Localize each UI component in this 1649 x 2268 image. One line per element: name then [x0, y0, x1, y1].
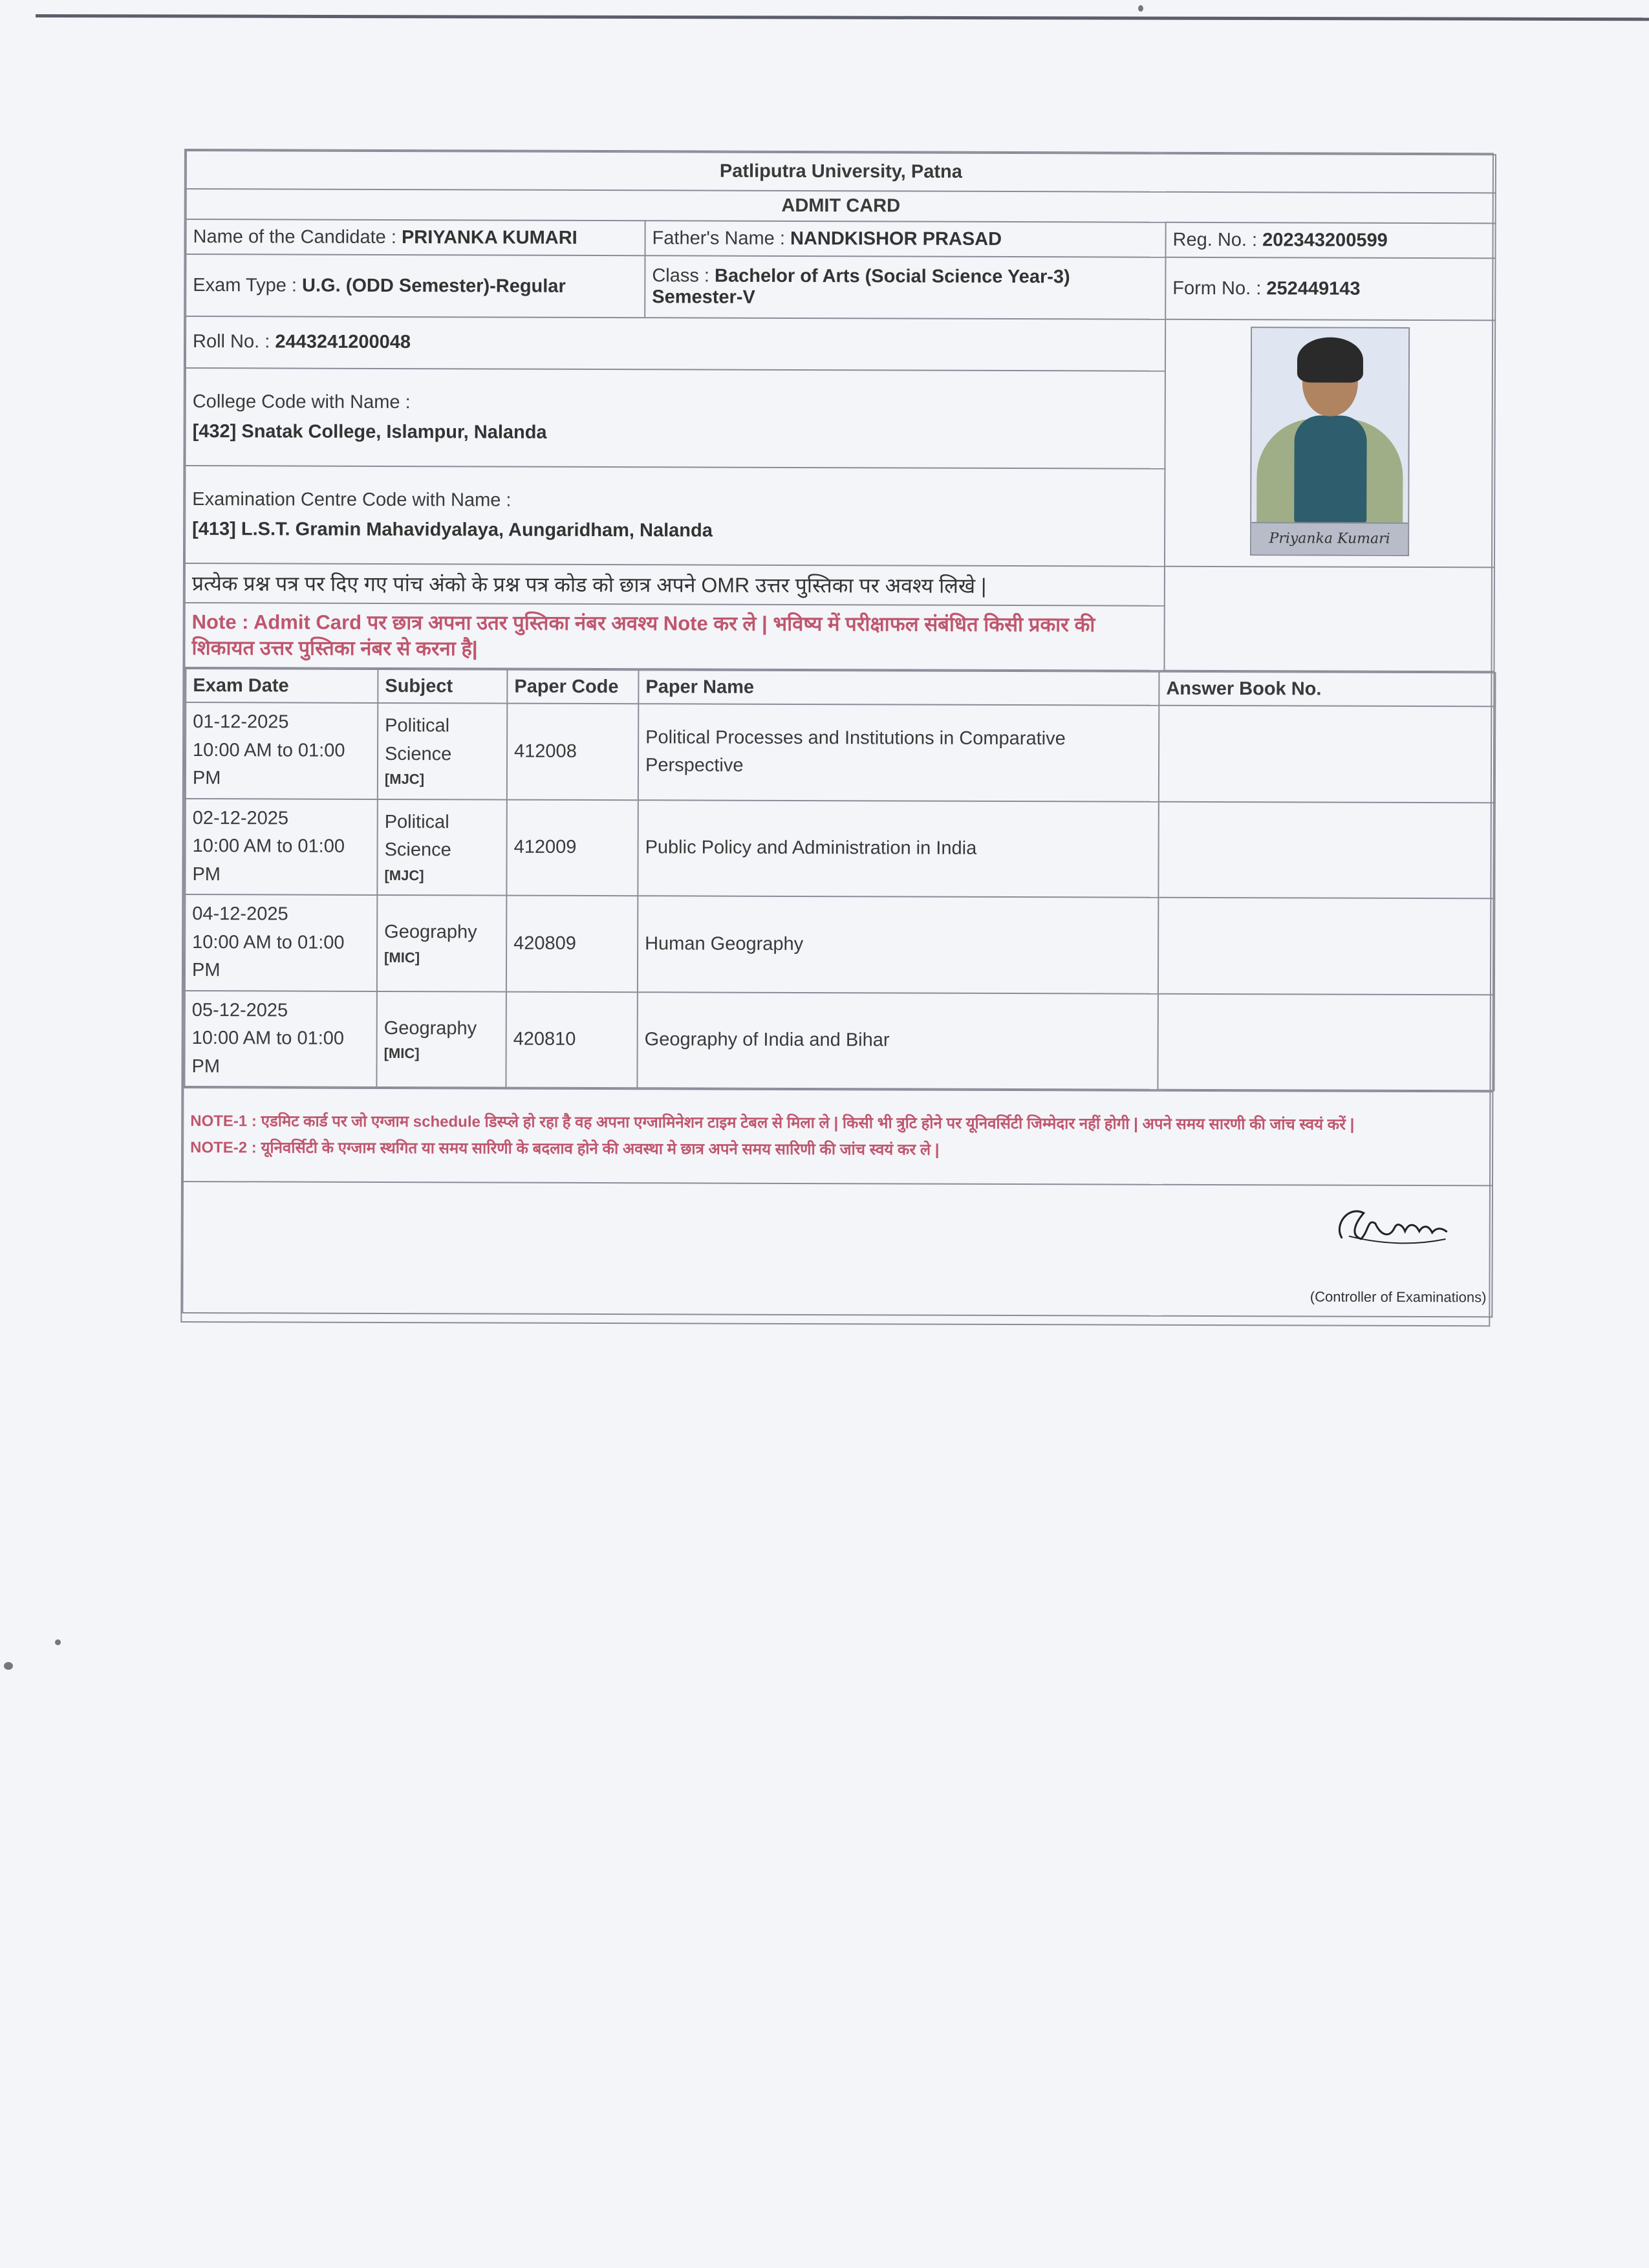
subject-name: Geography [383, 1017, 477, 1039]
father-name-field [645, 221, 1165, 257]
father-name-label: Father's Name : [652, 227, 786, 249]
form-no-label: Form No. : [1172, 277, 1262, 299]
paper-name: Political Processes and Institutions in Comparative Perspective [638, 704, 1159, 801]
table-row [184, 991, 1494, 1091]
class-label: Class : [652, 265, 710, 286]
university-title: Patliputra University, Patna [186, 151, 1496, 193]
controller-signature [1330, 1199, 1453, 1258]
signature-section [182, 1182, 1493, 1317]
exam-date-cell [186, 702, 378, 799]
class-field [645, 255, 1165, 319]
header-exam-date: Exam Date [186, 669, 378, 703]
subject-name: Political Science [384, 811, 451, 861]
header-answer-book: Answer Book No. [1159, 672, 1495, 707]
reg-no-field [1165, 222, 1495, 259]
note-2: NOTE-2 : यूनिवर्सिटी के एग्जाम स्थगित या समय सारिणी के बदलाव होने की अवस्था मे छात्र अपने समय सारिणी की जांच स्वयं कर ले | [190, 1138, 940, 1159]
father-name-value: NANDKISHOR PRASAD [790, 228, 1002, 250]
scan-speck [55, 1639, 61, 1645]
candidate-name-field [186, 219, 645, 255]
exam-date-cell [185, 894, 377, 991]
scan-speck [1138, 5, 1143, 12]
subject-name: Geography [384, 921, 477, 943]
candidate-name-label: Name of the Candidate : [193, 226, 396, 248]
exam-type-field [186, 254, 645, 318]
blank-cell [1164, 567, 1494, 672]
roll-no-field [186, 316, 1165, 371]
exam-centre-field [185, 466, 1165, 567]
exam-type-label: Exam Type : [193, 274, 297, 296]
omr-instruction: प्रत्येक प्रश्न पत्र पर दिए गए पांच अंको के प्रश्न पत्र कोड को छात्र अपने OMR उत्तर पुस्तिका पर अवश्य लिखे | [185, 563, 1165, 606]
candidate-name-value: PRIYANKA KUMARI [401, 226, 577, 248]
paper-type-tag: [MJC] [384, 771, 425, 788]
notes-section [183, 1088, 1493, 1185]
photo-cell [1165, 319, 1495, 568]
paper-type-tag: [MJC] [384, 867, 424, 883]
subject-cell [376, 991, 506, 1087]
roll-no-value: 2443241200048 [275, 331, 411, 353]
paper-name: Geography of India and Bihar [637, 992, 1158, 1090]
college-label: College Code with Name : [192, 391, 411, 413]
college-value: [432] Snatak College, Islampur, Nalanda [192, 421, 547, 444]
header-paper-code: Paper Code [507, 670, 638, 704]
exam-date: 01-12-2025 [193, 711, 289, 733]
scan-edge-line [36, 14, 1649, 21]
schedule-section [183, 667, 1494, 1092]
answer-book-note: Note : Admit Card पर छात्र अपना उतर पुस्तिका नंबर अवश्य Note कर ले | भविष्य में परीक्षाफल संबंधित किसी प्रकार की शिकायत उत्तर पुस्तिका नंबर से करना है| [184, 603, 1164, 671]
header-subject: Subject [378, 669, 507, 704]
table-row [186, 702, 1495, 803]
exam-centre-value: [413] L.S.T. Gramin Mahavidyalaya, Aungaridham, Nalanda [192, 519, 713, 542]
exam-time: 10:00 AM to 01:00 PM [192, 836, 345, 885]
roll-no-label: Roll No. : [193, 331, 270, 352]
paper-code: 420809 [506, 896, 638, 992]
form-no-field [1165, 257, 1495, 321]
exam-date-cell [185, 799, 377, 895]
candidate-photo [1250, 327, 1410, 556]
scan-speck [4, 1662, 13, 1670]
exam-date: 05-12-2025 [191, 999, 288, 1021]
form-no-value: 252449143 [1266, 277, 1361, 299]
class-value: Bachelor of Arts (Social Science Year-3) Semester-V [652, 265, 1070, 308]
paper-type-tag: [MIC] [383, 1044, 420, 1062]
subject-cell [377, 799, 506, 895]
paper-type-tag: [MIC] [384, 949, 420, 966]
paper-name: Human Geography [638, 896, 1158, 993]
reg-no-value: 202343200599 [1262, 229, 1388, 251]
admit-card [180, 149, 1494, 1326]
exam-date: 02-12-2025 [192, 807, 289, 829]
paper-code: 412008 [507, 704, 638, 800]
answer-book-no [1158, 993, 1494, 1090]
exam-time: 10:00 AM to 01:00 PM [191, 931, 345, 981]
subject-name: Political Science [385, 715, 452, 765]
candidate-photo-signature: Priyanka Kumari [1251, 522, 1408, 555]
reg-no-label: Reg. No. : [1172, 229, 1258, 250]
table-row [185, 894, 1494, 995]
answer-book-no [1159, 706, 1495, 803]
exam-time: 10:00 AM to 01:00 PM [192, 739, 345, 789]
admit-card-table [182, 150, 1496, 1317]
admit-card-title: ADMIT CARD [186, 189, 1496, 223]
exam-type-value: U.G. (ODD Semester)-Regular [302, 275, 566, 297]
note-1: NOTE-1 : एडमिट कार्ड पर जो एग्जाम schedule डिस्प्ले हो रहा है वह अपना एग्जामिनेशन टाइम टेबल से मिला ले | किसी भी त्रुटि होने पर यूनिवर्सिटी जिम्मेदार नहीं होगी | अपने समय सारणी की जांच स्वयं करें | [190, 1112, 1355, 1134]
exam-schedule-table [184, 668, 1496, 1091]
subject-cell [377, 895, 506, 991]
exam-time: 10:00 AM to 01:00 PM [191, 1028, 345, 1077]
paper-code: 420810 [506, 991, 637, 1088]
answer-book-no [1158, 898, 1494, 995]
exam-centre-label: Examination Centre Code with Name : [192, 489, 512, 511]
paper-code: 412009 [506, 799, 638, 896]
answer-book-no [1158, 801, 1494, 898]
college-field [185, 368, 1165, 469]
subject-cell [378, 703, 507, 799]
header-paper-name: Paper Name [638, 670, 1159, 706]
controller-label: (Controller of Examinations) [1310, 1288, 1487, 1306]
paper-name: Public Policy and Administration in India [638, 800, 1158, 898]
exam-date-cell [184, 991, 376, 1087]
exam-date: 04-12-2025 [192, 903, 288, 925]
table-row [185, 799, 1494, 899]
